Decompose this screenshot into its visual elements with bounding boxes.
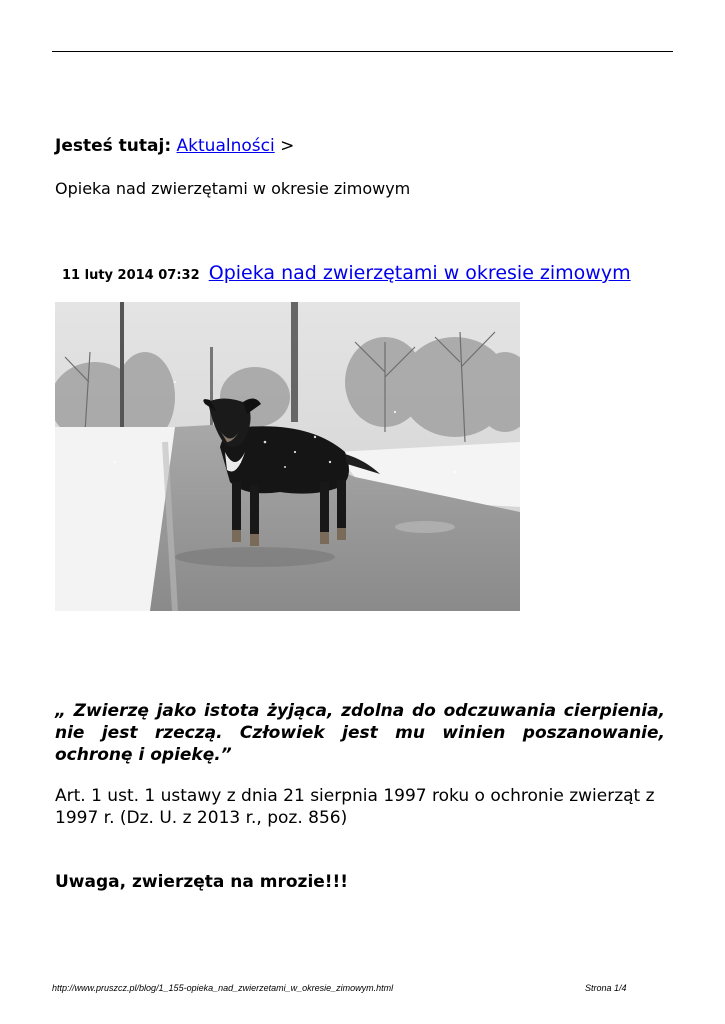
breadcrumb-label: Jesteś tutaj: xyxy=(55,136,172,156)
breadcrumb-separator: > xyxy=(280,136,295,156)
article-citation: Art. 1 ust. 1 ustawy z dnia 21 sierpnia 1997 roku o ochronie zwierząt z 1997 r. (Dz. U. z 2013 r., poz. 856) xyxy=(55,786,655,828)
footer-page-number: Strona 1/4 xyxy=(585,983,627,993)
article-quote: „ Zwierzę jako istota żyjąca, zdolna do odczuwania cierpienia, nie jest rzeczą. Człowiek jest mu winien poszanowanie, ochronę i opiekę.” xyxy=(55,701,665,765)
article-title-link[interactable]: Opieka nad zwierzętami w okresie zimowym xyxy=(208,262,631,284)
page-title: Opieka nad zwierzętami w okresie zimowym xyxy=(55,179,411,198)
breadcrumb xyxy=(55,135,294,157)
article-warning-heading: Uwaga, zwierzęta na mrozie!!! xyxy=(55,872,349,892)
article-photo-dog-in-snow xyxy=(55,302,520,611)
article-meta xyxy=(62,262,631,284)
header-rule xyxy=(52,51,673,52)
footer-url: http://www.pruszcz.pl/blog/1_155-opieka_nad_zwierzetami_w_okresie_zimowym.html xyxy=(52,983,394,993)
article-date: 11 luty 2014 07:32 xyxy=(62,268,200,283)
breadcrumb-link-news[interactable]: Aktualności xyxy=(176,136,275,156)
